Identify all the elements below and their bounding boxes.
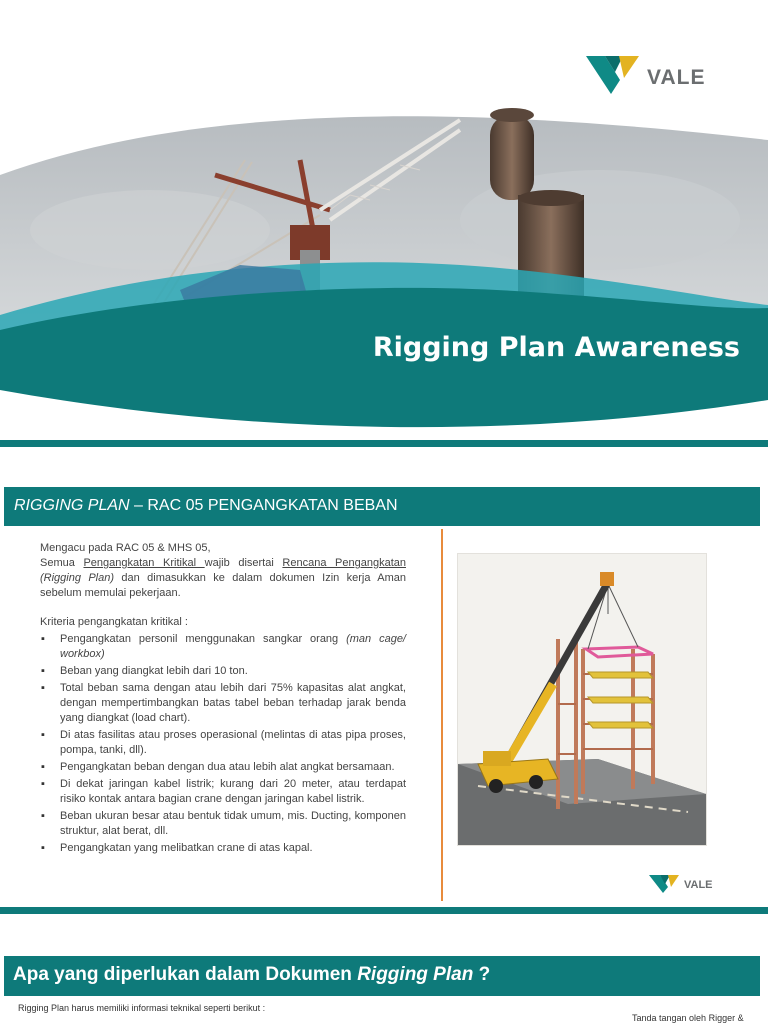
svg-text:VALE: VALE — [647, 66, 706, 89]
rac05-body-text — [40, 541, 406, 858]
slide-header — [4, 487, 760, 526]
list-item: ▪ Pengangkatan yang melibatkan crane di atas kapal. — [40, 841, 406, 856]
column-divider — [441, 529, 443, 901]
list-item: ▪ Beban yang diangkat lebih dari 10 ton. — [40, 664, 406, 679]
slide-divider-bar — [0, 907, 768, 914]
vale-logo-icon — [583, 50, 723, 102]
criteria-list — [40, 632, 406, 856]
presentation-title: Rigging Plan Awareness — [372, 332, 740, 363]
svg-text:VALE: VALE — [684, 879, 713, 891]
vale-logo-small-icon — [648, 871, 728, 895]
slide-header-title: Apa yang diperlukan dalam Dokumen Rigging Plan ? — [13, 964, 491, 985]
criteria-title: Kriteria pengangkatan kritikal : — [40, 616, 188, 628]
list-item: ▪ Pengangkatan personil menggunakan sangkar orang (man cage/ workbox) — [40, 632, 406, 662]
list-item: ▪ Pengangkatan beban dengan dua atau lebih alat angkat bersamaan. — [40, 760, 406, 775]
slide-header — [4, 956, 760, 996]
vale-logo — [583, 50, 723, 102]
vale-logo-small — [648, 871, 728, 895]
list-item: ▪ Beban ukuran besar atau bentuk tidak umum, mis. Ducting, komponen struktur, alat berat, dll. — [40, 809, 406, 839]
slide-divider-bar — [0, 440, 768, 447]
hero-banner-image — [0, 100, 768, 440]
slide-title — [0, 0, 768, 440]
list-item: ▪ Di dekat jaringan kabel listrik; kurang dari 20 meter, atau terdapat risiko kontak antara bagian crane dengan jaringan kabel listrik. — [40, 777, 406, 807]
signature-note: Tanda tangan oleh Rigger & — [632, 1013, 744, 1023]
slide-note: Rigging Plan harus memiliki informasi teknikal seperti berikut : — [18, 1003, 266, 1013]
list-item: ▪ Total beban sama dengan atau lebih dari 75% kapasitas alat angkat, dengan mempertimbangkan batas tabel beban terhadap jarak benda yang diangkat (load chart). — [40, 681, 406, 726]
slide-rac05 — [0, 447, 768, 907]
list-item: ▪ Di atas fasilitas atau proses operasional (melintas di atas pipa proses, pompa, tanki, dll). — [40, 728, 406, 758]
crane-lifting-illustration — [457, 553, 707, 846]
intro-paragraph: Semua Pengangkatan Kritikal wajib disertai Rencana Pengangkatan (Rigging Plan) dan dimasukkan ke dalam dokumen Izin kerja Aman sebelum memulai pekerjaan. — [40, 557, 407, 599]
slide-header-title: RIGGING PLAN – RAC 05 PENGANGKATAN BEBAN — [14, 497, 398, 514]
intro-line: Mengacu pada RAC 05 & MHS 05, — [40, 542, 211, 554]
